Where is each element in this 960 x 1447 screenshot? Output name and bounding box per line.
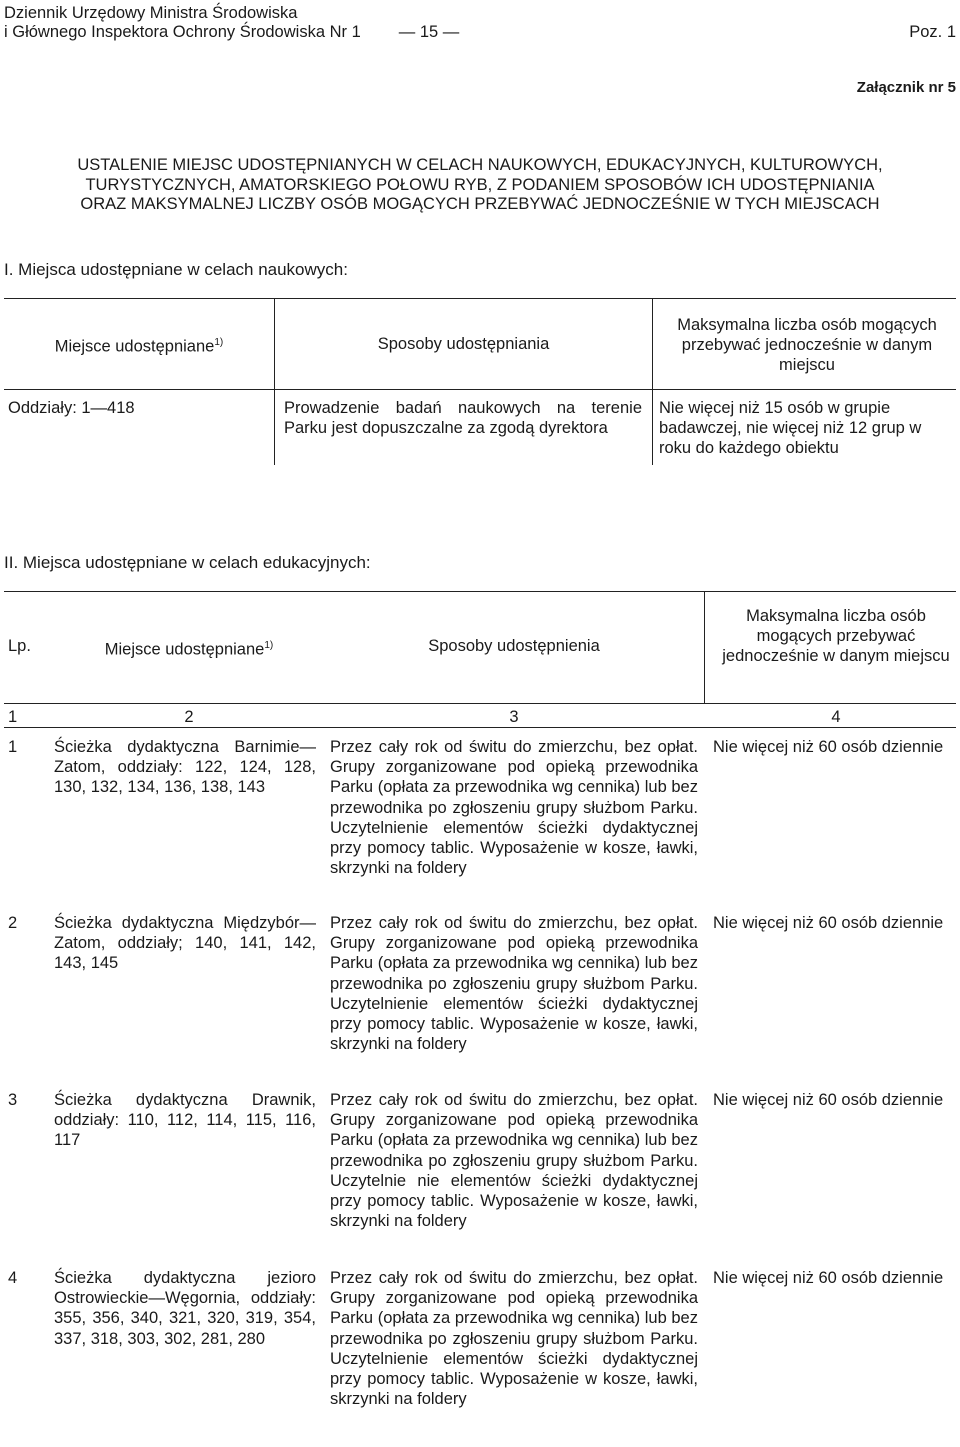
col-header-lp: Lp. bbox=[8, 637, 31, 655]
row-lp: 3 bbox=[8, 1091, 18, 1109]
col-header-methods: Sposoby udostępnienia bbox=[428, 637, 600, 655]
section1-heading: I. Miejsca udostępniane w celach naukowych: bbox=[4, 260, 348, 279]
educational-places-table bbox=[4, 591, 956, 1441]
position-number: Poz. 1 bbox=[909, 23, 956, 41]
col-number: 2 bbox=[184, 708, 194, 726]
row-place: Ścieżka dydaktyczna Barnimie—Zatom, oddziały: 122, 124, 128, 130, 132, 134, 136, 138, 143 bbox=[54, 738, 316, 797]
scientific-places-table bbox=[4, 298, 956, 466]
journal-title-line1: Dziennik Urzędowy Ministra Środowiska bbox=[4, 4, 298, 22]
row-lp: 4 bbox=[8, 1269, 18, 1287]
title-line: USTALENIE MIEJSC UDOSTĘPNIANYCH W CELACH NAUKOWYCH, EDUKACYJNYCH, KULTUROWYCH, bbox=[77, 156, 883, 174]
row-max: Nie więcej niż 60 osób dziennie bbox=[713, 1269, 944, 1287]
row-place: Ścieżka dydaktyczna Międzybór—Zatom, oddziały; 140, 141, 142, 143, 145 bbox=[54, 914, 316, 973]
cell-methods: Prowadzenie badań naukowych na terenie Parku jest dopuszczalne za zgodą dyrektora bbox=[284, 399, 642, 438]
row-methods: Przez cały rok od świtu do zmierzchu, bez opłat. Grupy zorganizowane pod opieką przewodnika Parku (opłata za przewodnika wg cennika) lub bez przewodnika po zgłoszeniu grupy służbom Parku. Uczytelnienie elementów ścieżki dydaktycznej przy pomocy tablic. Wyposażenie w kosze, ławki, skrzynki na foldery bbox=[330, 914, 698, 1054]
row-methods: Przez cały rok od świtu do zmierzchu, bez opłat. Grupy zorganizowane pod opieką przewodnika Parku (opłata za przewodnika wg cennika) lub bez przewodnika po zgłoszeniu grupy służbom Parku. Uczytelnienie elementów ścieżki dydaktycznej przy pomocy tablic. Wyposażenie w kosze, ławki, skrzynki na foldery bbox=[330, 1269, 698, 1409]
row-max: Nie więcej niż 60 osób dziennie bbox=[713, 738, 944, 756]
section2-heading: II. Miejsca udostępniane w celach edukacyjnych: bbox=[4, 553, 371, 572]
col-number: 4 bbox=[831, 708, 841, 726]
title-line: ORAZ MAKSYMALNEJ LICZBY OSÓB MOGĄCYCH PRZEBYWAĆ JEDNOCZEŚNIE W TYCH MIEJSCACH bbox=[80, 195, 880, 213]
row-place: Ścieżka dydaktyczna Drawnik, oddziały: 110, 112, 114, 115, 116, 117 bbox=[54, 1091, 316, 1150]
page-number: — 15 — bbox=[398, 23, 460, 41]
col-header-max: Maksymalna liczba osób mogących przebywać jednocześnie w danym miejscu bbox=[677, 316, 937, 375]
cell-max: Nie więcej niż 15 osób w grupie badawczej, nie więcej niż 12 grup w roku do każdego obiektu bbox=[659, 399, 922, 458]
col-header-place: Miejsce udostępniane$^{1)}$ bbox=[54, 337, 224, 356]
col-header-max: Maksymalna liczba osób mogących przebywać jednocześnie w danym miejscu bbox=[722, 607, 950, 666]
row-lp: 1 bbox=[8, 738, 18, 756]
annex-label: Załącznik nr 5 bbox=[856, 79, 956, 96]
row-methods: Przez cały rok od świtu do zmierzchu, bez opłat. Grupy zorganizowane pod opieką przewodnika Parku (opłata za przewodnika wg cennika) lub bez przewodnika po zgłoszeniu grupy służbom Parku. Uczytelnienie elementów ścieżki dydaktycznej przy pomocy tablic. Wyposażenie w kosze, ławki, skrzynki na foldery bbox=[330, 738, 698, 878]
col-header-place: Miejsce udostępniane$^{1)}$ bbox=[104, 640, 274, 659]
document-title bbox=[0, 156, 960, 215]
page-header-journal bbox=[4, 4, 459, 42]
row-lp: 2 bbox=[8, 914, 18, 932]
row-place: Ścieżka dydaktyczna jezioro Ostrowieckie—Węgornia, oddziały: 355, 356, 340, 321, 320, 319, 354, 337, 318, 303, 302, 281, 280 bbox=[54, 1269, 316, 1348]
row-max: Nie więcej niż 60 osób dziennie bbox=[713, 1091, 944, 1109]
col-number: 3 bbox=[509, 708, 519, 726]
cell-place: Oddziały: 1—418 bbox=[8, 399, 135, 417]
row-methods: Przez cały rok od świtu do zmierzchu, bez opłat. Grupy zorganizowane pod opieką przewodnika Parku (opłata za przewodnika wg cennika) lub bez przewodnika po zgłoszeniu grupy służbom Parku. Uczytelnie nie elementów ścieżki dydaktycznej przy pomocy tablic. Wyposażenie w kosze, ławki, skrzynki na foldery bbox=[330, 1091, 698, 1231]
row-max: Nie więcej niż 60 osób dziennie bbox=[713, 914, 944, 932]
col-number: 1 bbox=[8, 708, 18, 726]
journal-title-line2: i Głównego Inspektora Ochrony Środowiska Nr 1 — 15 — bbox=[4, 23, 460, 41]
col-header-methods: Sposoby udostępniania bbox=[377, 335, 550, 353]
title-line: TURYSTYCZNYCH, AMATORSKIEGO POŁOWU RYB, Z PODANIEM SPOSOBÓW ICH UDOSTĘPNIANIA bbox=[85, 175, 875, 194]
